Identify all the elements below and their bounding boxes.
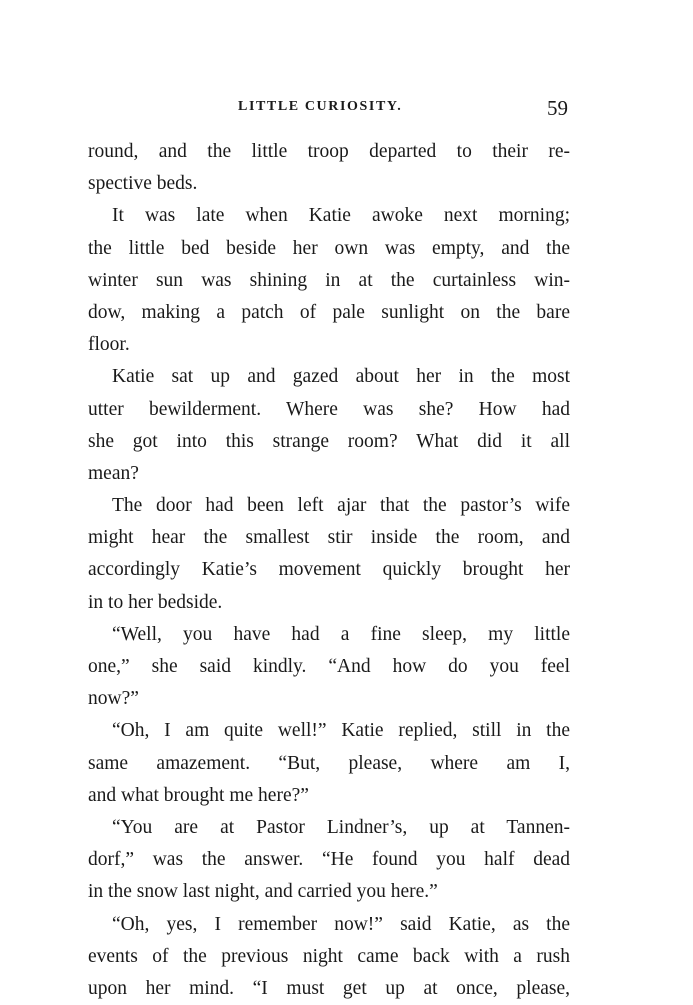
- page-number: 59: [547, 96, 568, 120]
- text-line: round, and the little troop departed to their re-: [88, 141, 570, 162]
- text-line: accordingly Katie’s movement quickly brought her: [88, 559, 570, 581]
- text-line: winter sun was shining in at the curtainless win-: [88, 269, 570, 291]
- text-line: and what brought me here?”: [88, 784, 309, 806]
- text-line: dorf,” was the answer. “He found you half dead: [88, 849, 570, 871]
- text-line: upon her mind. “I must get up at once, please,: [88, 977, 570, 999]
- text-line: “Oh, yes, I remember now!” said Katie, as the: [112, 913, 570, 935]
- text-line: now?”: [88, 688, 139, 710]
- text-line: “Well, you have had a fine sleep, my little: [112, 623, 570, 645]
- body-text: [88, 136, 570, 1005]
- text-line: she got into this strange room? What did it all: [88, 430, 570, 452]
- text-line: Katie sat up and gazed about her in the most: [112, 366, 570, 388]
- text-line: the little bed beside her own was empty, and the: [88, 237, 570, 259]
- running-head: [88, 96, 568, 120]
- text-line: one,” she said kindly. “And how do you feel: [88, 656, 570, 677]
- text-line: in to her bedside.: [88, 591, 223, 613]
- text-line: “You are at Pastor Lindner’s, up at Tannen-: [112, 816, 570, 838]
- text-line: mean?: [88, 462, 139, 484]
- text-line: same amazement. “But, please, where am I,: [88, 752, 570, 774]
- text-line: It was late when Katie awoke next morning;: [112, 205, 570, 227]
- text-line: “Oh, I am quite well!” Katie replied, still in the: [112, 720, 570, 742]
- text-line: in the snow last night, and carried you here.”: [88, 881, 438, 903]
- text-line: events of the previous night came back with a rush: [88, 945, 570, 967]
- text-line: floor.: [88, 334, 130, 356]
- text-line: utter bewilderment. Where was she? How had: [88, 398, 570, 420]
- running-title: LITTLE CURIOSITY.: [238, 99, 403, 114]
- text-line: might hear the smallest stir inside the room, and: [88, 527, 570, 549]
- text-line: The door had been left ajar that the pastor’s wife: [112, 495, 570, 517]
- text-line: spective beds.: [88, 173, 198, 195]
- text-line: dow, making a patch of pale sunlight on the bare: [88, 301, 570, 323]
